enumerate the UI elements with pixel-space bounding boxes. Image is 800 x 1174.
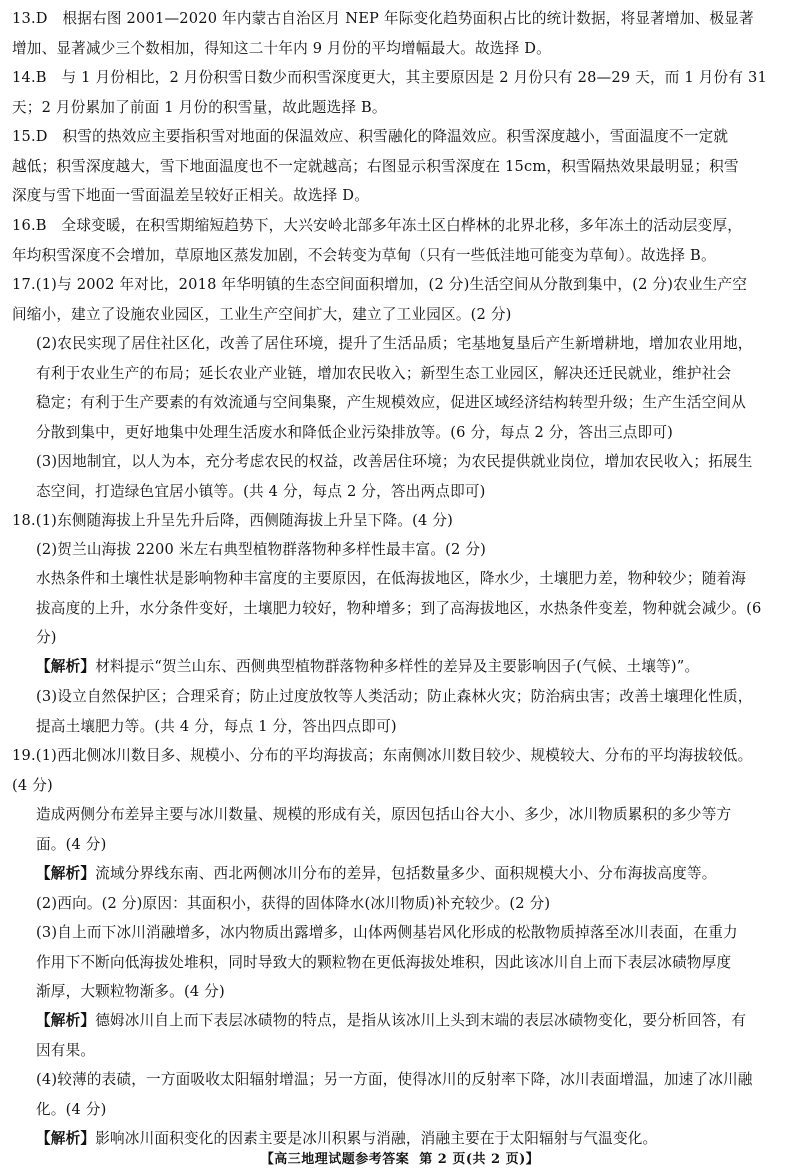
footer-page-number: 第 2 页(共 2 页)】 (419, 1152, 540, 1167)
answer-line: 分散到集中，更好地集中处理生活废水和降低企业污染排放等。(6 分，每点 2 分，答出三点即可) (36, 423, 674, 441)
answer-line: (2)贺兰山海拔 2200 米左右典型植物群落物种多样性最丰富。(2 分) (36, 541, 487, 558)
answer-block-q14 (12, 63, 792, 122)
answer-line: 分) (36, 629, 57, 646)
answer-block-q18-1 (12, 506, 792, 536)
answer-line: (4 分) (12, 776, 53, 794)
answer-line: 年均积雪深度不会增加，草原地区蒸发加剧，不会转变为草甸（只有一些低洼地可能变为草甸）。故选择 B。 (12, 246, 716, 264)
answer-line: 水热条件和土壤性状是影响物种丰富度的主要原因，在低海拔地区，降水少，土壤肥力差，物种较少；随着海 (36, 570, 747, 587)
answer-block-q19-1 (12, 741, 792, 800)
answer-line: 因有果。 (36, 1041, 96, 1059)
page-footer (0, 1148, 800, 1167)
answer-block-q18-jx (36, 652, 792, 682)
answer-line: (4)较薄的表碛，一方面吸收太阳辐射增温；另一方面，使得冰川的反射率下降，冰川表面增温，加速了冰川融 (36, 1071, 753, 1088)
answer-block-q17-2 (36, 329, 792, 447)
answer-line: 【解析】流域分界线东南、西北两侧冰川分布的差异，包括数量多少、面积规模大小、分布海拔高度等。 (36, 865, 717, 882)
answer-block-q18-2 (36, 535, 792, 565)
answer-line: 间缩小，建立了设施农业园区，工业生产空间扩大，建立了工业园区。(2 分) (12, 305, 512, 323)
answer-line: 有利于农业生产的布局；延长农业产业链，增加农民收入；新型生态工业园区，解决还迁民就业，维护社会 (36, 364, 732, 382)
answer-line: (3)自上而下冰川消融增多，冰内物质出露增多，山体两侧基岩风化形成的松散物质掉落至冰川表面，在重力 (36, 924, 738, 941)
answer-line: (2)西向。(2 分)原因：其面积小，获得的固体降水(冰川物质)补充较少。(2 分) (36, 895, 551, 912)
answer-block-q17-3 (36, 447, 792, 506)
answer-line: (3)设立自然保护区；合理采育；防止过度放牧等人类活动；防止森林火灾；防治病虫害；改善土壤理化性质， (36, 688, 753, 705)
answer-block-q19-2 (36, 889, 792, 919)
answer-line: 【解析】材料提示“贺兰山东、西侧典型植物群落物种多样性的差异及主要影响因子(气候、土壤等)”。 (36, 658, 700, 675)
answer-line: (3)因地制宜，以人为本，充分考虑农民的权益，改善居住环境；为农民提供就业岗位，增加农民收入；拓展生 (36, 453, 753, 470)
answer-line: 增加、显著减少三个数相加，得知这二十年内 9 月份的平均增幅最大。故选择 D。 (12, 39, 551, 57)
answer-line: 拔高度的上升，水分条件变好，土壤肥力较好，物种增多；到了高海拔地区，水热条件变差，物种就会减少。(6 (36, 599, 762, 617)
answer-block-q17-1 (12, 270, 792, 329)
answer-line: 提高土壤肥力等。(共 4 分，每点 1 分，答出四点即可) (36, 717, 397, 735)
answer-line: 16.B 全球变暖，在积雪期缩短趋势下，大兴安岭北部多年冻土区白桦林的北界北移，多年冻土的活动层变厚， (12, 217, 743, 234)
answer-line: 17.(1)与 2002 年对比，2018 年华明镇的生态空间面积增加，(2 分)生活空间从分散到集中，(2 分)农业生产空 (12, 276, 748, 293)
answer-line: 造成两侧分布差异主要与冰川数量、规模的形成有关，原因包括山谷大小、多少，冰川物质累积的多少等方 (36, 806, 732, 823)
answer-line: (2)农民实现了居住社区化，改善了居住环境，提升了生活品质；宅基地复垦后产生新增耕地，增加农业用地， (36, 335, 753, 352)
answer-line: 越低；积雪深度越大，雪下地面温度也不一定就越高；右图显示积雪深度在 15cm，积雪隔热效果最明显；积雪 (12, 157, 739, 175)
answer-line: 化。(4 分) (36, 1100, 107, 1118)
answer-line: 【解析】德姆冰川自上而下表层冰碛物的特点，是指从该冰川上头到末端的表层冰碛物变化，要分析回答，有 (36, 1012, 747, 1029)
answer-line: 稳定；有利于生产要素的有效流通与空间集聚，产生规模效应，促进区域经济结构转型升级；生产生活空间从 (36, 394, 747, 411)
answer-block-q19-1b (36, 800, 792, 859)
answer-line: 【解析】影响冰川面积变化的因素主要是冰川积累与消融，消融主要在于太阳辐射与气温变化。 (36, 1130, 658, 1147)
answer-line: 渐厚，大颗粒物渐多。(4 分) (36, 983, 225, 1000)
answer-line: 面。(4 分) (36, 835, 107, 853)
answer-line: 深度与雪下地面一雪面温差呈较好正相关。故选择 D。 (12, 187, 369, 204)
answer-block-q18-3 (36, 682, 792, 741)
answer-block-q16 (12, 211, 792, 270)
answer-line: 18.(1)东侧随海拔上升呈先升后降，西侧随海拔上升呈下降。(4 分) (12, 512, 454, 529)
answer-line: 19.(1)西北侧冰川数目多、规模小、分布的平均海拔高；东南侧冰川数目较少、规模较大、分布的平均海拔较低。 (12, 747, 753, 764)
answer-block-q19-jx3 (36, 1006, 792, 1065)
answer-line: 态空间，打造绿色宜居小镇等。(共 4 分，每点 2 分，答出两点即可) (36, 482, 486, 500)
answer-block-q13 (12, 4, 792, 63)
footer-title: 【高三地理试题参考答案 (260, 1152, 410, 1167)
answer-line: 15.D 积雪的热效应主要指积雪对地面的保温效应、积雪融化的降温效应。积雪深度越小，雪面温度不一定就 (12, 128, 729, 145)
answer-line: 14.B 与 1 月份相比，2 月份积雪日数少而积雪深度更大，其主要原因是 2 月份只有 28—29 天，而 1 月份有 31 (12, 69, 767, 86)
answer-block-q18-2b (36, 564, 792, 653)
answer-line: 天；2 月份累加了前面 1 月份的积雪量，故此题选择 B。 (12, 98, 387, 116)
answer-block-q19-3 (36, 918, 792, 1007)
answer-line: 13.D 根据右图 2001—2020 年内蒙古自治区月 NEP 年际变化趋势面积占比的统计数据，将显著增加、极显著 (12, 10, 754, 27)
answer-line: 作用下不断向低海拔处堆积，同时导致大的颗粒物在更低海拔处堆积，因此该冰川自上而下表层冰碛物厚度 (36, 953, 732, 971)
answer-block-q19-jx1 (36, 859, 792, 889)
answer-block-q15 (12, 122, 792, 211)
answer-block-q19-4 (36, 1065, 792, 1124)
